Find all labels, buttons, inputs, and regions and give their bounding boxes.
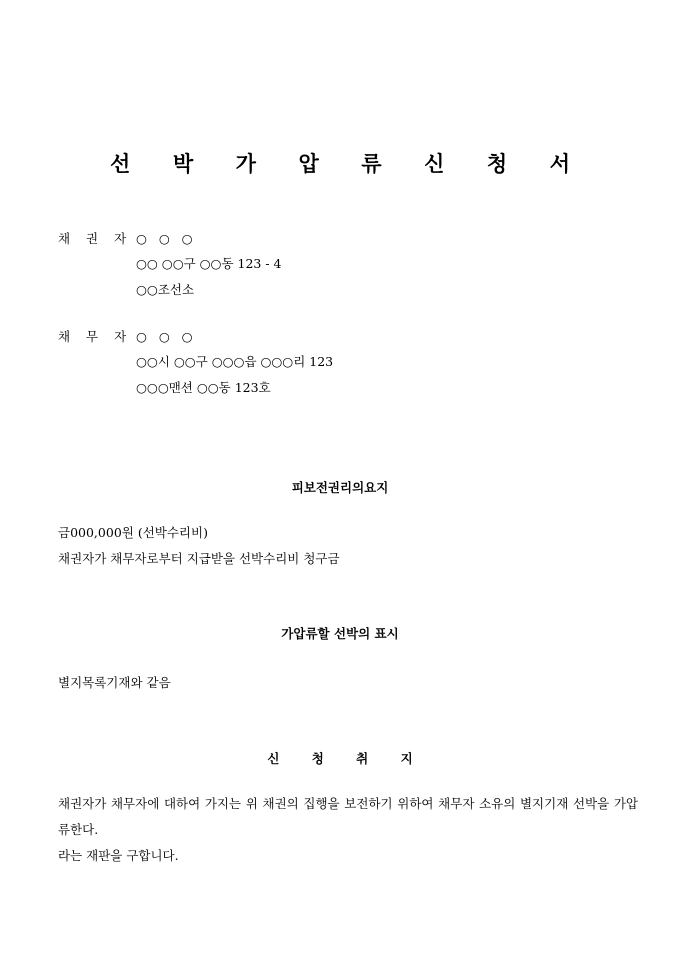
section-heading-vessel: 가압류할 선박의 표시 [281,626,399,641]
creditor-place: ○○조선소 [136,282,195,297]
claim-amount: 금000,000원 (선박수리비) [58,525,208,540]
purport-text [58,791,638,869]
document-title [110,148,570,178]
creditor-label: 채 권 자 [58,231,133,246]
title-char: 청 [486,151,508,176]
section-heading-claim: 피보전권리의요지 [291,480,389,495]
debtor-place: ○○○맨션 ○○동 123호 [136,380,271,395]
purport-body: 채권자가 채무자에 대하여 가지는 위 채권의 집행을 보전하기 위하여 채무자 소유의 별지기재 선박을 가압류한다. [58,796,638,837]
title-char: 압 [298,151,319,176]
debtor-block [58,323,333,401]
title-char: 신 [424,151,445,176]
creditor-name: ○ ○ ○ [136,230,193,246]
claim-text [58,520,638,572]
title-char: 박 [172,151,194,176]
title-char: 서 [549,151,570,176]
vessel-text: 별지목록기재와 같음 [58,675,171,690]
claim-description: 채권자가 채무자로부터 지급받을 선박수리비 청구금 [58,551,340,566]
debtor-label: 채 무 자 [58,329,133,344]
creditor-block [58,225,282,303]
debtor-address: ○○시 ○○구 ○○○읍 ○○○리 123 [136,354,334,369]
purport-closing: 라는 재판을 구합니다. [58,848,179,863]
title-char: 선 [110,151,131,176]
debtor-name: ○ ○ ○ [136,328,193,344]
title-char: 류 [361,151,382,176]
creditor-address: ○○ ○○구 ○○동 123 - 4 [136,256,282,271]
title-char: 가 [235,151,256,176]
section-heading-purport: 신 청 취 지 [267,751,413,766]
